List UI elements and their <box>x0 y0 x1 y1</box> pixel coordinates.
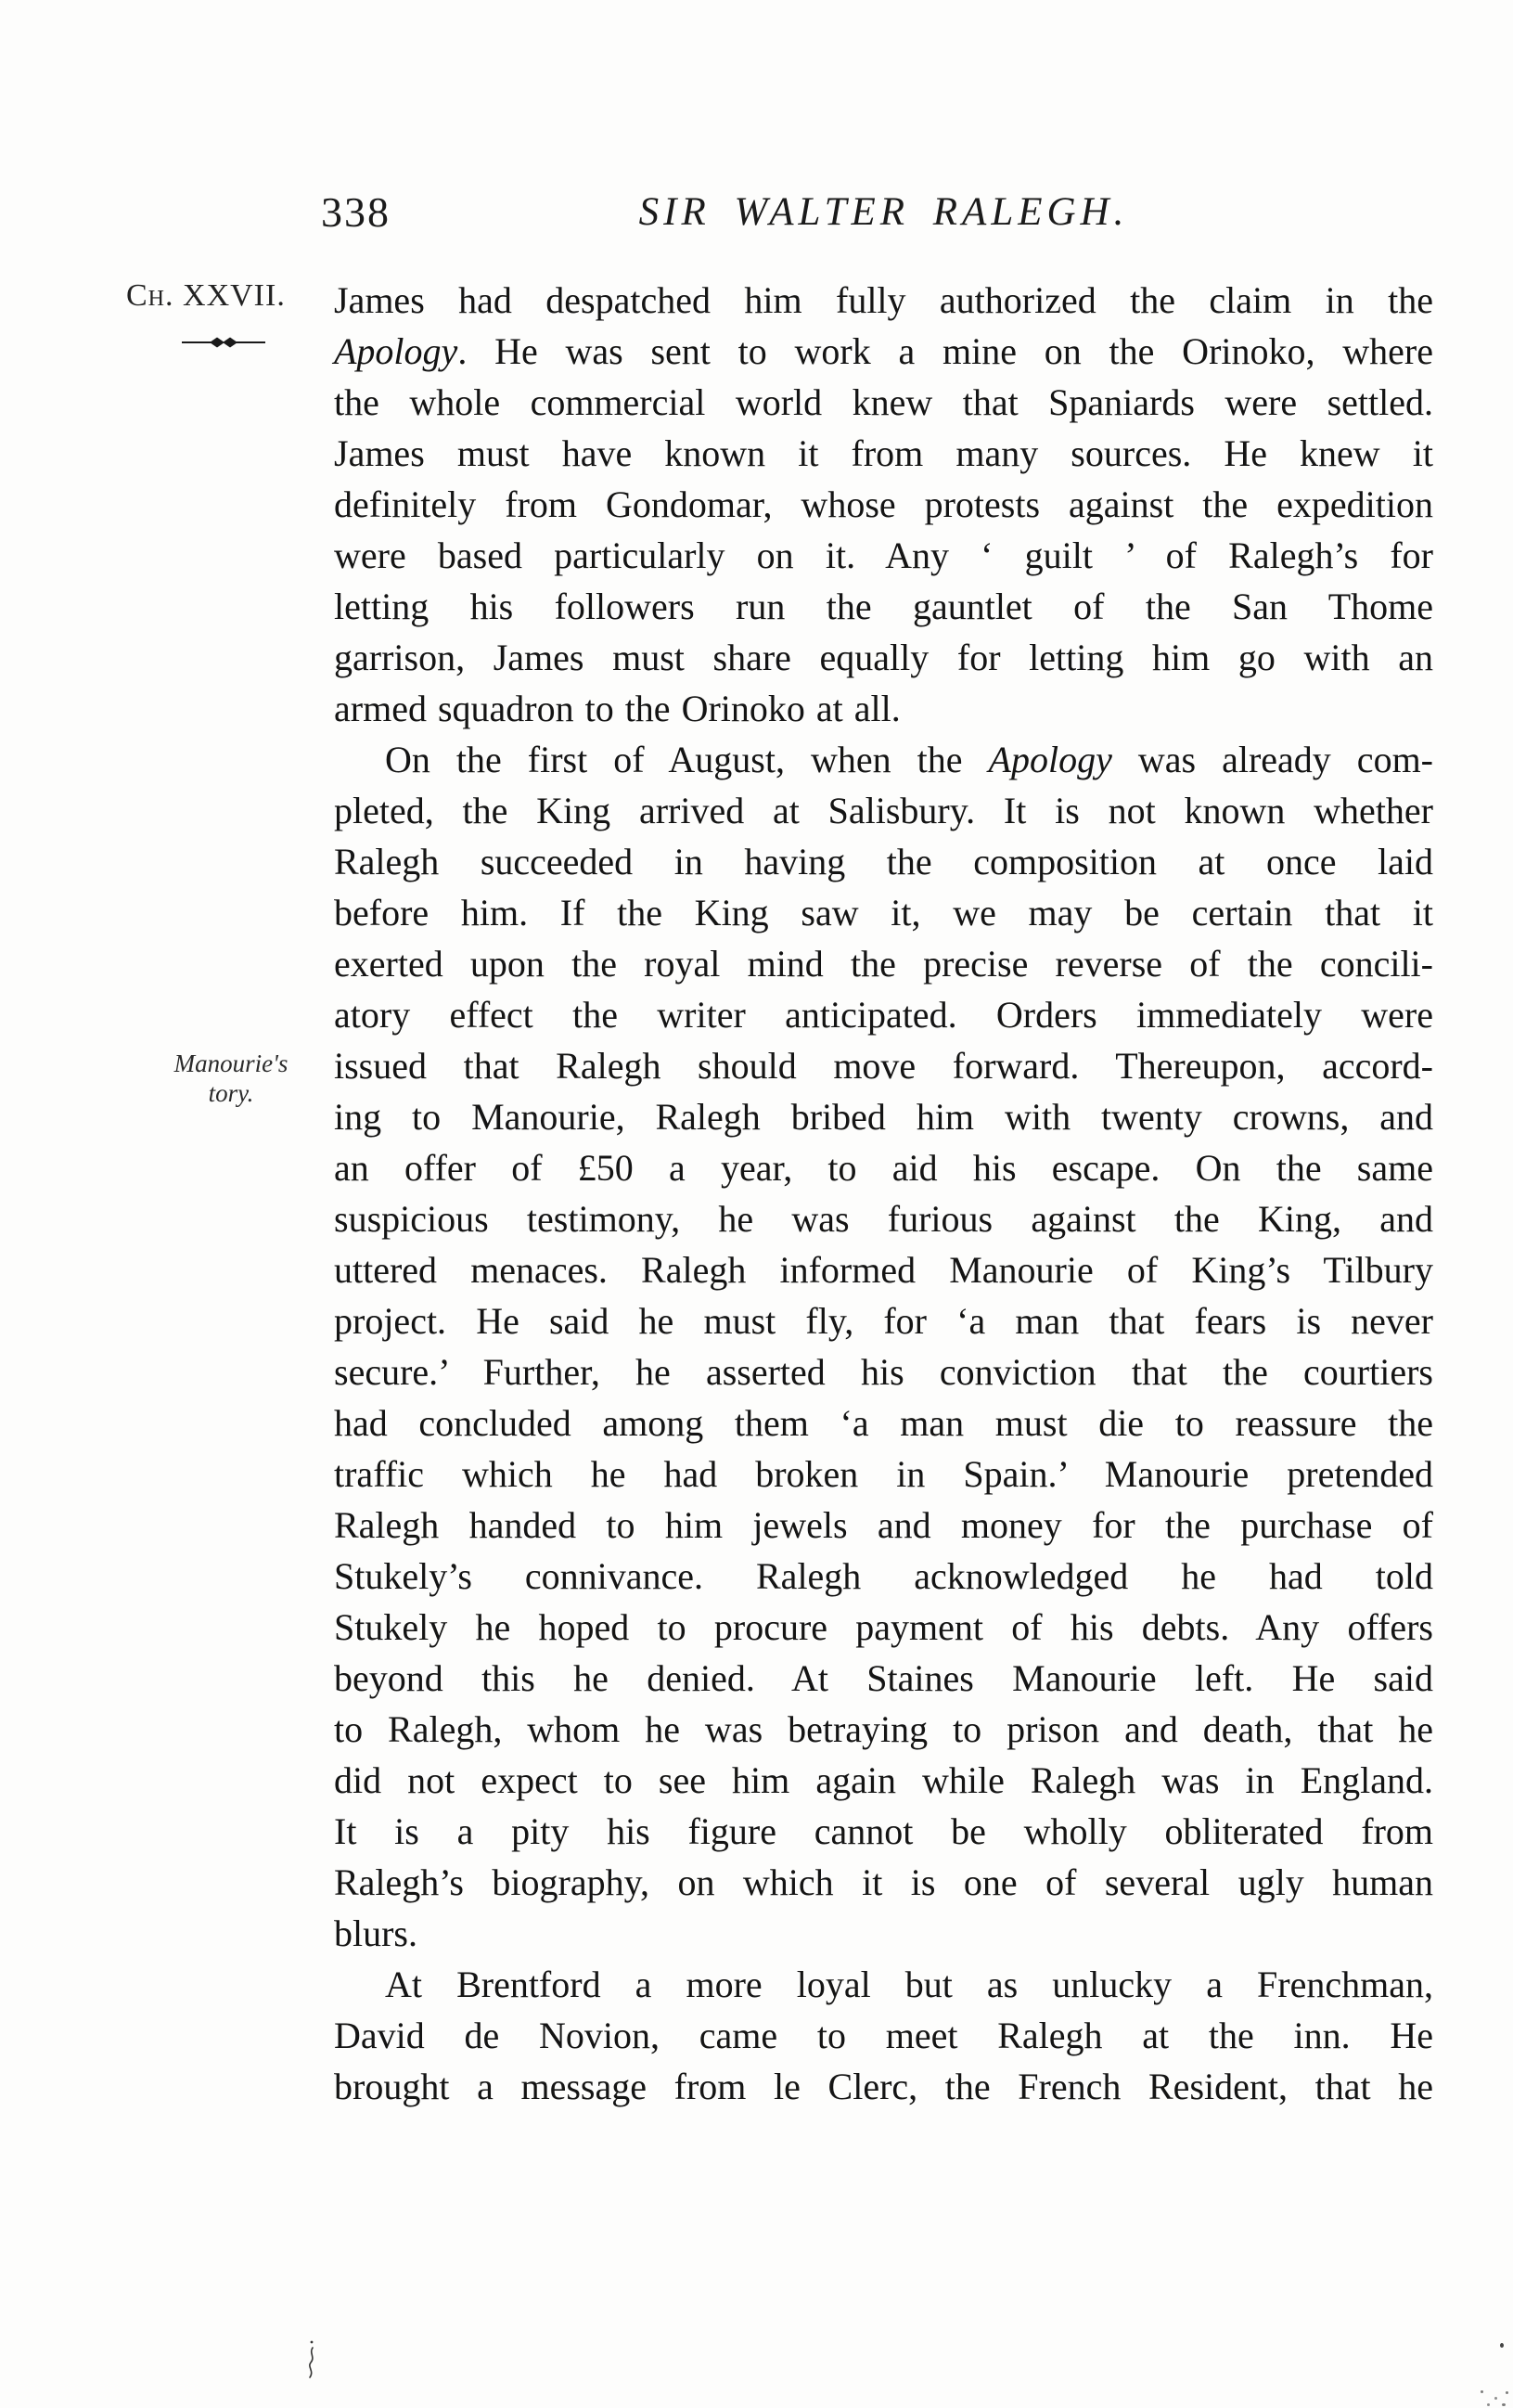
text-segment: ing to Manourie, Ralegh bribed him with twenty crowns, and <box>334 1096 1433 1138</box>
text-line <box>334 989 1433 1040</box>
text-line <box>334 1755 1433 1806</box>
text-segment: armed squadron to the Orinoko at all. <box>334 688 901 729</box>
text-segment: exerted upon the royal mind the precise reverse of the concili- <box>334 943 1433 985</box>
scan-artifact-speck <box>1481 2390 1483 2393</box>
italic-text-segment: Apology <box>988 739 1112 780</box>
text-line <box>334 2061 1433 2112</box>
text-segment: Ralegh succeeded in having the composition at once laid <box>334 841 1433 882</box>
margin-note-manourie <box>148 1049 314 1108</box>
text-line <box>334 1397 1433 1449</box>
scan-artifact-speck <box>1487 2403 1490 2406</box>
text-line <box>334 1551 1433 1602</box>
text-segment: James had despatched him fully authorized the claim in the <box>334 279 1433 321</box>
scan-artifact-squiggle <box>304 2340 319 2386</box>
text-segment: atory effect the writer anticipated. Orders immediately were <box>334 994 1433 1036</box>
text-line <box>334 1653 1433 1704</box>
text-segment: It is a pity his figure cannot be wholly obliterated from <box>334 1810 1433 1852</box>
text-segment: Ralegh handed to him jewels and money for the purchase of <box>334 1504 1433 1546</box>
text-line <box>334 1040 1433 1091</box>
text-segment: David de Novion, came to meet Ralegh at the inn. He <box>334 2015 1433 2056</box>
text-line <box>334 377 1433 428</box>
text-line <box>334 1806 1433 1857</box>
running-title: SIR WALTER RALEGH. <box>638 190 1129 234</box>
text-segment: did not expect to see him again while Ralegh was in England. <box>334 1759 1433 1801</box>
text-segment: secure.’ Further, he asserted his conviction that the courtiers <box>334 1351 1433 1393</box>
text-segment: before him. If the King saw it, we may be certain that it <box>334 892 1433 934</box>
text-segment: James must have known it from many sources. He knew it <box>334 432 1433 474</box>
text-line <box>334 1142 1433 1193</box>
text-segment: had concluded among them ‘a man must die to reassure the <box>334 1402 1433 1444</box>
text-segment: were based particularly on it. Any ‘ guilt ’ of Ralegh’s for <box>334 534 1433 576</box>
text-segment: definitely from Gondomar, whose protests against the expedition <box>334 483 1433 525</box>
text-line <box>334 1193 1433 1244</box>
scan-artifact-speck <box>1494 2397 1497 2400</box>
text-line <box>334 1602 1433 1653</box>
page-number: 338 <box>321 188 391 236</box>
text-segment: Stukely he hoped to procure payment of his debts. Any offers <box>334 1606 1433 1648</box>
text-line <box>334 581 1433 632</box>
text-line <box>334 1857 1433 1908</box>
text-line <box>334 1346 1433 1397</box>
text-line <box>334 1500 1433 1551</box>
text-segment: issued that Ralegh should move forward. Thereupon, accord- <box>334 1045 1433 1087</box>
scan-artifact-speck <box>1502 2403 1506 2406</box>
text-segment: beyond this he denied. At Staines Manourie left. He said <box>334 1657 1433 1699</box>
text-segment: the whole commercial world knew that Spaniards were settled. <box>334 381 1433 423</box>
text-segment: pleted, the King arrived at Salisbury. It is not known whether <box>334 790 1433 831</box>
text-line <box>334 1091 1433 1142</box>
text-segment: Ralegh’s biography, on which it is one of several ugly human <box>334 1861 1433 1903</box>
text-line <box>334 1704 1433 1755</box>
text-segment: blurs. <box>334 1912 417 1954</box>
text-segment: traffic which he had broken in Spain.’ Manourie pretended <box>334 1453 1433 1495</box>
text-line <box>334 530 1433 581</box>
margin-note-line: Manourie's <box>173 1049 288 1077</box>
text-line <box>334 683 1433 734</box>
text-segment: uttered menaces. Ralegh informed Manourie of King’s Tilbury <box>334 1249 1433 1291</box>
text-line <box>334 275 1433 326</box>
page-header <box>321 187 1433 245</box>
text-segment: . He was sent to work a mine on the Orinoko, where <box>457 330 1433 372</box>
text-line <box>334 887 1433 938</box>
margin-note-line: tory. <box>208 1079 254 1107</box>
text-segment: project. He said he must fly, for ‘a man that fears is never <box>334 1300 1433 1342</box>
text-segment: an offer of £50 a year, to aid his escape. On the same <box>334 1147 1433 1189</box>
italic-text-segment: Apology <box>334 330 458 372</box>
text-line <box>334 2010 1433 2061</box>
text-segment: was already com- <box>1111 739 1433 780</box>
text-line <box>334 1244 1433 1295</box>
text-segment: At Brentford a more loyal but as unlucky a Frenchman, <box>385 1964 1433 2005</box>
text-line <box>334 1449 1433 1500</box>
text-line <box>334 785 1433 836</box>
text-segment: garrison, James must share equally for letting him go with an <box>334 637 1433 678</box>
text-line <box>334 938 1433 989</box>
text-segment: to Ralegh, whom he was betraying to prison and death, that he <box>334 1708 1433 1750</box>
text-segment: letting his followers run the gauntlet of the San Thome <box>334 586 1433 627</box>
text-line <box>334 326 1433 377</box>
chapter-margin-label: Ch. XXVII. <box>126 278 286 313</box>
text-line <box>334 1295 1433 1346</box>
text-line <box>334 734 1433 785</box>
text-line <box>334 479 1433 530</box>
body-text <box>334 275 1433 2112</box>
scan-artifact-speck <box>1500 2343 1504 2348</box>
text-line <box>334 1959 1433 2010</box>
diamond-rule-icon <box>182 334 265 351</box>
text-segment: brought a message from le Clerc, the French Resident, that he <box>334 2066 1433 2107</box>
text-line <box>334 836 1433 887</box>
text-line <box>334 632 1433 683</box>
text-line <box>334 428 1433 479</box>
text-segment: On the first of August, when the <box>385 739 989 780</box>
text-segment: Stukely’s connivance. Ralegh acknowledged he had told <box>334 1555 1433 1597</box>
text-segment: suspicious testimony, he was furious against the King, and <box>334 1198 1433 1240</box>
text-line <box>334 1908 1433 1959</box>
scan-artifact-speck <box>1506 2391 1508 2394</box>
